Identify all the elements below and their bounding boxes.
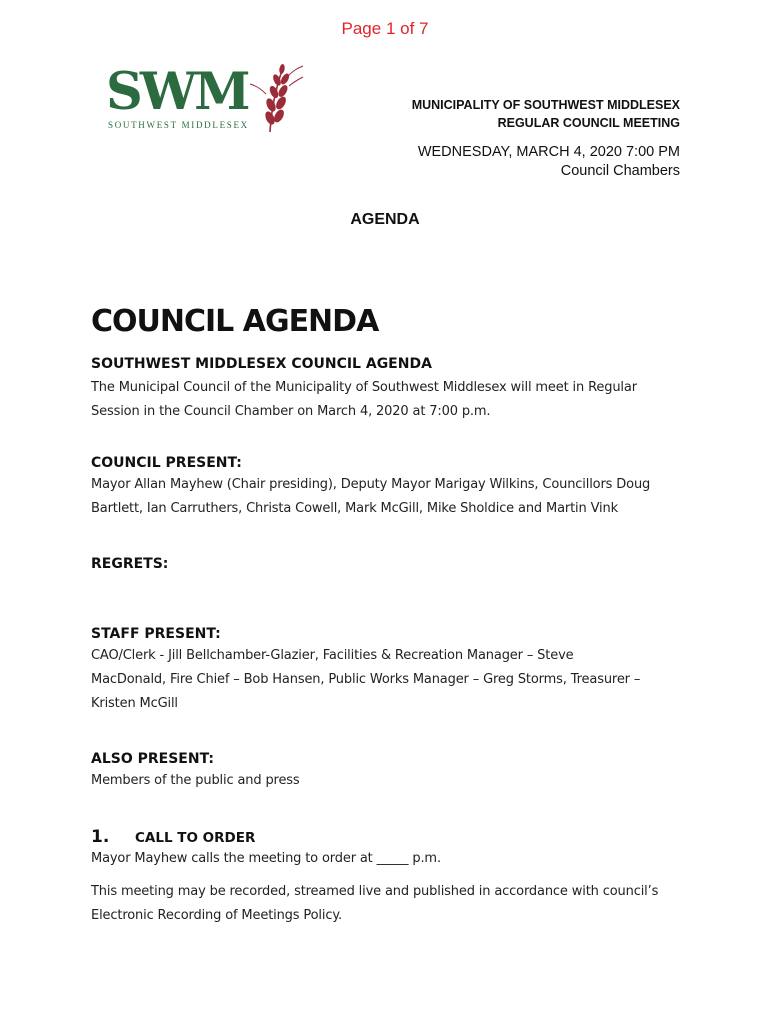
council-present-section	[91, 453, 691, 521]
intro-text-line: The Municipal Council of the Municipality of Southwest Middlesex will meet in Regular	[91, 380, 637, 395]
intro-text-line: Session in the Council Chamber on March 4, 2020 at 7:00 p.m.	[91, 404, 491, 419]
wheat-icon	[248, 64, 304, 134]
regrets-heading: REGRETS:	[91, 556, 169, 572]
staff-present-text-line: MacDonald, Fire Chief – Bob Hansen, Public Works Manager – Greg Storms, Treasurer –	[91, 672, 641, 687]
staff-present-text-line: CAO/Clerk - Jill Bellchamber-Glazier, Facilities & Recreation Manager – Steve	[91, 648, 574, 663]
staff-present-heading: STAFF PRESENT:	[91, 626, 221, 642]
regrets-section	[91, 554, 691, 574]
intro-heading: SOUTHWEST MIDDLESEX COUNCIL AGENDA	[91, 356, 432, 372]
call-to-order-text-line: This meeting may be recorded, streamed live and published in accordance with council’s	[91, 884, 659, 899]
logo-text: SWM	[106, 62, 248, 122]
council-present-text-line: Mayor Allan Mayhew (Chair presiding), Deputy Mayor Marigay Wilkins, Councillors Doug	[91, 477, 651, 492]
logo-subtitle: SOUTHWEST MIDDLESEX	[108, 120, 249, 130]
staff-present-text-line: Kristen McGill	[91, 696, 178, 711]
meeting-type: REGULAR COUNCIL MEETING	[497, 116, 680, 130]
municipality-logo	[106, 64, 306, 136]
council-present-heading: COUNCIL PRESENT:	[91, 455, 242, 471]
meeting-header	[412, 96, 680, 181]
meeting-date-time: WEDNESDAY, MARCH 4, 2020 7:00 PM	[417, 144, 680, 160]
call-to-order-heading	[91, 827, 691, 847]
also-present-heading: ALSO PRESENT:	[91, 751, 214, 767]
meeting-location: Council Chambers	[560, 163, 680, 179]
agenda-label: AGENDA	[350, 211, 420, 228]
council-present-text-line: Bartlett, Ian Carruthers, Christa Cowell, Mark McGill, Mike Sholdice and Martin Vink	[91, 501, 618, 516]
page-indicator: Page 1 of 7	[341, 19, 429, 38]
also-present-text-line: Members of the public and press	[91, 773, 300, 788]
document-body	[91, 300, 691, 928]
call-to-order-section	[91, 827, 691, 928]
municipality-name: MUNICIPALITY OF SOUTHWEST MIDDLESEX	[411, 98, 680, 112]
staff-present-section	[91, 624, 691, 716]
call-to-order-text-line: Mayor Mayhew calls the meeting to order at _____ p.m.	[91, 851, 441, 866]
intro-section	[91, 354, 691, 424]
section-number: 1.	[91, 827, 110, 847]
document-title: COUNCIL AGENDA	[91, 304, 379, 339]
also-present-section	[91, 749, 691, 793]
call-to-order-text-line: Electronic Recording of Meetings Policy.	[91, 908, 343, 923]
section-title: CALL TO ORDER	[135, 830, 256, 846]
